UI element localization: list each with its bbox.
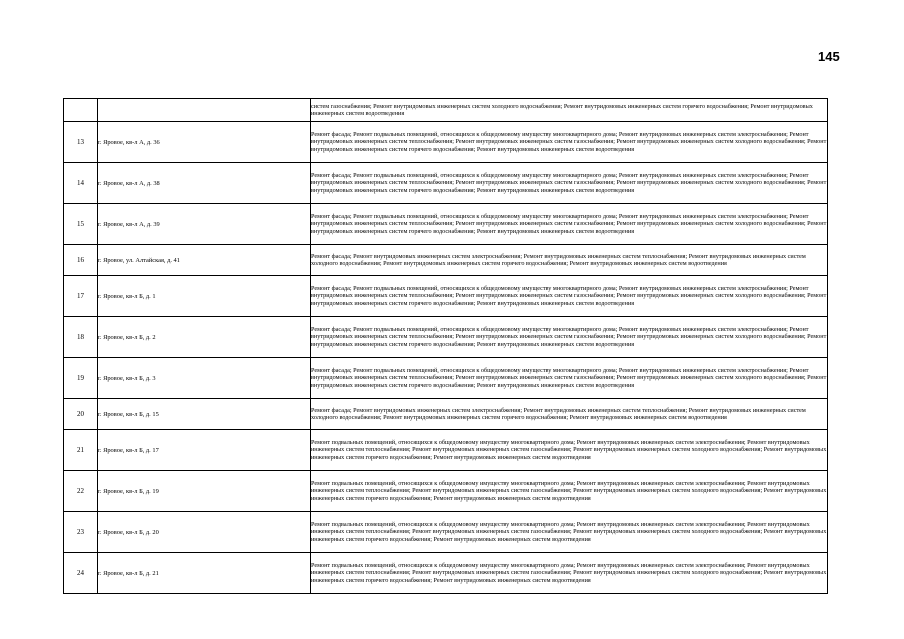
row-number: 24 <box>64 553 98 594</box>
row-address: г. Яровое, кв-л Б, д. 19 <box>98 471 311 512</box>
row-works: Ремонт фасада; Ремонт подвальных помещений, относящихся к общедомовому имуществу многоквартирного дома; Ремонт внутридомовых инженерных систем электроснабжения; Ремонт внутридомовых инженерных систем теплоснабжения; Ремонт внутридомовых инженерных систем газоснабжения; Ремонт внутридомовых инженерных систем холодного водоснабжения; Ремонт внутридомовых инженерных систем горячего водоснабжения; Ремонт внутридомовых инженерных систем водоотведения <box>311 163 828 204</box>
table-row <box>64 512 828 553</box>
table-row <box>64 122 828 163</box>
row-number: 13 <box>64 122 98 163</box>
row-address: г. Яровое, кв-л А, д. 38 <box>98 163 311 204</box>
row-works: Ремонт подвальных помещений, относящихся к общедомовому имуществу многоквартирного дома; Ремонт внутридомовых инженерных систем электроснабжения; Ремонт внутридомовых инженерных систем теплоснабжения; Ремонт внутридомовых инженерных систем газоснабжения; Ремонт внутридомовых инженерных систем холодного водоснабжения; Ремонт внутридомовых инженерных систем горячего водоснабжения; Ремонт внутридомовых инженерных систем водоотведения <box>311 471 828 512</box>
table-row <box>64 317 828 358</box>
table-row <box>64 358 828 399</box>
row-number: 16 <box>64 245 98 276</box>
row-works: систем газоснабжения; Ремонт внутридомовых инженерных систем холодного водоснабжения; Ремонт внутридомовых инженерных систем горячего водоснабжения; Ремонт внутридомовых инженерных систем водоотведения <box>311 99 828 122</box>
row-address: г. Яровое, кв-л Б, д. 15 <box>98 399 311 430</box>
row-works: Ремонт фасада; Ремонт подвальных помещений, относящихся к общедомовому имуществу многоквартирного дома; Ремонт внутридомовых инженерных систем электроснабжения; Ремонт внутридомовых инженерных систем теплоснабжения; Ремонт внутридомовых инженерных систем газоснабжения; Ремонт внутридомовых инженерных систем холодного водоснабжения; Ремонт внутридомовых инженерных систем горячего водоснабжения; Ремонт внутридомовых инженерных систем водоотведения <box>311 317 828 358</box>
row-number: 23 <box>64 512 98 553</box>
row-address: г. Яровое, ул. Алтайская, д. 41 <box>98 245 311 276</box>
row-address: г. Яровое, кв-л Б, д. 21 <box>98 553 311 594</box>
repair-works-table <box>63 98 828 594</box>
row-address: г. Яровое, кв-л Б, д. 20 <box>98 512 311 553</box>
row-works: Ремонт фасада; Ремонт подвальных помещений, относящихся к общедомовому имуществу многоквартирного дома; Ремонт внутридомовых инженерных систем электроснабжения; Ремонт внутридомовых инженерных систем теплоснабжения; Ремонт внутридомовых инженерных систем газоснабжения; Ремонт внутридомовых инженерных систем холодного водоснабжения; Ремонт внутридомовых инженерных систем горячего водоснабжения; Ремонт внутридомовых инженерных систем водоотведения <box>311 122 828 163</box>
table-row <box>64 430 828 471</box>
row-address <box>98 99 311 122</box>
table-row <box>64 245 828 276</box>
table-row <box>64 204 828 245</box>
row-number: 15 <box>64 204 98 245</box>
row-works: Ремонт подвальных помещений, относящихся к общедомовому имуществу многоквартирного дома; Ремонт внутридомовых инженерных систем электроснабжения; Ремонт внутридомовых инженерных систем теплоснабжения; Ремонт внутридомовых инженерных систем газоснабжения; Ремонт внутридомовых инженерных систем холодного водоснабжения; Ремонт внутридомовых инженерных систем горячего водоснабжения; Ремонт внутридомовых инженерных систем водоотведения <box>311 512 828 553</box>
row-number: 20 <box>64 399 98 430</box>
row-address: г. Яровое, кв-л Б, д. 1 <box>98 276 311 317</box>
table-row <box>64 163 828 204</box>
table-row <box>64 399 828 430</box>
table-row <box>64 553 828 594</box>
row-address: г. Яровое, кв-л Б, д. 17 <box>98 430 311 471</box>
row-number: 21 <box>64 430 98 471</box>
row-works: Ремонт подвальных помещений, относящихся к общедомовому имуществу многоквартирного дома; Ремонт внутридомовых инженерных систем электроснабжения; Ремонт внутридомовых инженерных систем теплоснабжения; Ремонт внутридомовых инженерных систем газоснабжения; Ремонт внутридомовых инженерных систем холодного водоснабжения; Ремонт внутридомовых инженерных систем горячего водоснабжения; Ремонт внутридомовых инженерных систем водоотведения <box>311 430 828 471</box>
table-row <box>64 276 828 317</box>
row-address: г. Яровое, кв-л Б, д. 3 <box>98 358 311 399</box>
row-number: 18 <box>64 317 98 358</box>
row-number: 19 <box>64 358 98 399</box>
table-row <box>64 99 828 122</box>
table-row <box>64 471 828 512</box>
row-address: г. Яровое, кв-л А, д. 39 <box>98 204 311 245</box>
row-works: Ремонт фасада; Ремонт внутридомовых инженерных систем электроснабжения; Ремонт внутридомовых инженерных систем теплоснабжения; Ремонт внутридомовых инженерных систем холодного водоснабжения; Ремонт внутридомовых инженерных систем горячего водоснабжения; Ремонт внутридомовых инженерных систем водоотведения <box>311 399 828 430</box>
row-works: Ремонт подвальных помещений, относящихся к общедомовому имуществу многоквартирного дома; Ремонт внутридомовых инженерных систем электроснабжения; Ремонт внутридомовых инженерных систем теплоснабжения; Ремонт внутридомовых инженерных систем газоснабжения; Ремонт внутридомовых инженерных систем холодного водоснабжения; Ремонт внутридомовых инженерных систем горячего водоснабжения; Ремонт внутридомовых инженерных систем водоотведения <box>311 553 828 594</box>
row-number: 14 <box>64 163 98 204</box>
row-number: 17 <box>64 276 98 317</box>
page-number: 145 <box>818 49 840 64</box>
row-works: Ремонт фасада; Ремонт подвальных помещений, относящихся к общедомовому имуществу многоквартирного дома; Ремонт внутридомовых инженерных систем электроснабжения; Ремонт внутридомовых инженерных систем теплоснабжения; Ремонт внутридомовых инженерных систем газоснабжения; Ремонт внутридомовых инженерных систем холодного водоснабжения; Ремонт внутридомовых инженерных систем горячего водоснабжения; Ремонт внутридомовых инженерных систем водоотведения <box>311 204 828 245</box>
row-works: Ремонт фасада; Ремонт подвальных помещений, относящихся к общедомовому имуществу многоквартирного дома; Ремонт внутридомовых инженерных систем электроснабжения; Ремонт внутридомовых инженерных систем теплоснабжения; Ремонт внутридомовых инженерных систем газоснабжения; Ремонт внутридомовых инженерных систем холодного водоснабжения; Ремонт внутридомовых инженерных систем горячего водоснабжения; Ремонт внутридомовых инженерных систем водоотведения <box>311 276 828 317</box>
row-works: Ремонт фасада; Ремонт внутридомовых инженерных систем электроснабжения; Ремонт внутридомовых инженерных систем теплоснабжения; Ремонт внутридомовых инженерных систем холодного водоснабжения; Ремонт внутридомовых инженерных систем горячего водоснабжения; Ремонт внутридомовых инженерных систем водоотведения <box>311 245 828 276</box>
row-address: г. Яровое, кв-л Б, д. 2 <box>98 317 311 358</box>
row-number: 22 <box>64 471 98 512</box>
row-address: г. Яровое, кв-л А, д. 36 <box>98 122 311 163</box>
row-works: Ремонт фасада; Ремонт подвальных помещений, относящихся к общедомовому имуществу многоквартирного дома; Ремонт внутридомовых инженерных систем электроснабжения; Ремонт внутридомовых инженерных систем теплоснабжения; Ремонт внутридомовых инженерных систем газоснабжения; Ремонт внутридомовых инженерных систем холодного водоснабжения; Ремонт внутридомовых инженерных систем горячего водоснабжения; Ремонт внутридомовых инженерных систем водоотведения <box>311 358 828 399</box>
row-number <box>64 99 98 122</box>
